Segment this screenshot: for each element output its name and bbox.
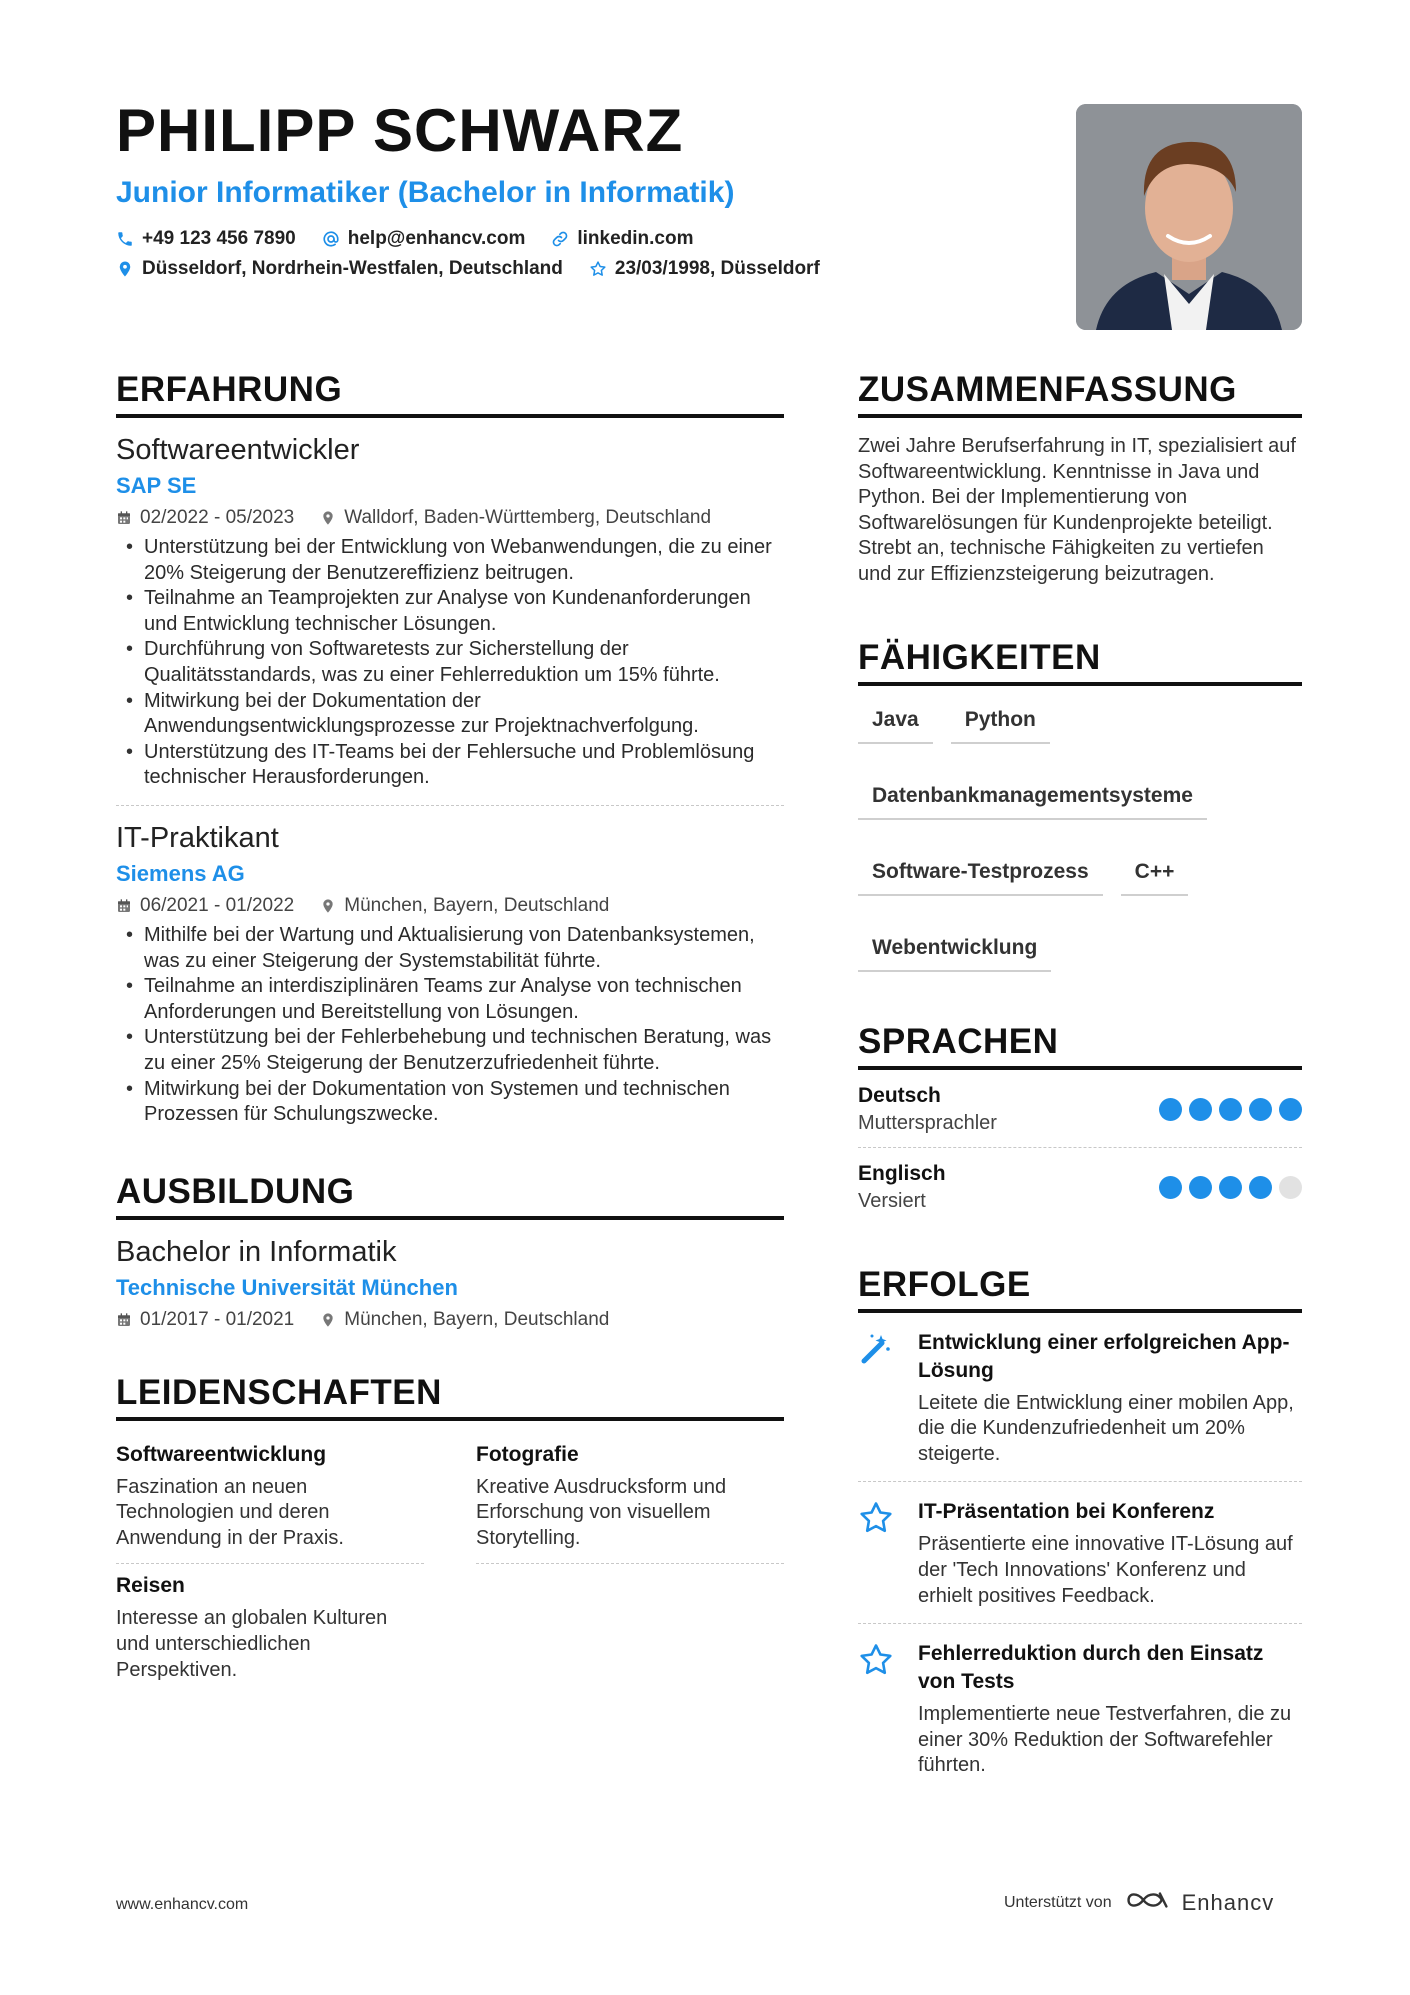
location-pin-icon [320, 1312, 336, 1328]
footer-website[interactable]: www.enhancv.com [116, 1896, 249, 1913]
summary-text: Zwei Jahre Berufserfahrung in IT, spezialisiert auf Softwareentwicklung. Kenntnisse in Java und Python. Bei der Implementierung von Softwarelösungen für Kundenprojekte beteiligt. Strebt an, technische Fähigkeiten zu vertiefen und zur Effizienzsteigerung beizutragen. [858, 435, 1296, 585]
job-bullet: • Mithilfe bei der Wartung und Aktualisierung von Datenbanksystemen, was zu einer Steigerung der Systemstabilität führte. [116, 923, 784, 974]
rating-dot [1279, 1176, 1302, 1199]
passion-item [116, 1433, 424, 1565]
education-location-text: München, Bayern, Deutschland [344, 1308, 610, 1330]
language-level: Versiert [858, 1189, 926, 1212]
language-level: Muttersprachler [858, 1111, 997, 1134]
contact-info [116, 228, 1056, 280]
location-pin-icon [320, 510, 336, 526]
passions-section [116, 1373, 784, 1696]
achievement-item [858, 1624, 1302, 1793]
calendar-icon [116, 1312, 132, 1328]
job-dates-text: 06/2021 - 01/2022 [140, 894, 295, 916]
job-location-text: München, Bayern, Deutschland [344, 894, 610, 916]
contact-linkedin[interactable] [551, 228, 693, 250]
achievement-title: Entwicklung einer erfolgreichen App-Lösung [918, 1330, 1290, 1382]
star-icon [858, 1640, 900, 1779]
achievement-text: Leitete die Entwicklung einer mobilen App, die die Kundenzufriedenheit um 20% steigerte. [918, 1391, 1294, 1465]
passion-text: Interesse an globalen Kulturen und unterschiedlichen Perspektiven. [116, 1607, 388, 1681]
language-name: Deutsch [858, 1083, 941, 1107]
skill-tag: Software-Testprozess [858, 852, 1103, 896]
skills-section [858, 638, 1302, 972]
job-bullet: • Durchführung von Softwaretests zur Sicherstellung der Qualitätsstandards, was zu einer Fehlerreduktion um 15% führte. [116, 637, 784, 688]
job-company: SAP SE [116, 473, 197, 498]
location-pin-icon [116, 260, 134, 278]
link-icon [551, 230, 569, 248]
job-bullet: • Unterstützung des IT-Teams bei der Fehlersuche und Problemlösung technischer Herausforderungen. [116, 740, 784, 791]
birth-text: 23/03/1998, Düsseldorf [614, 258, 820, 279]
achievement-text: Implementierte neue Testverfahren, die zu einer 30% Reduktion der Softwarefehler führten. [918, 1703, 1292, 1777]
job-entry [116, 806, 784, 1142]
job-location [320, 895, 609, 917]
achievement-item [858, 1313, 1302, 1483]
skill-tag: C++ [1121, 852, 1189, 896]
enhancv-logo-icon [1124, 1888, 1170, 1917]
summary-heading: ZUSAMMENFASSUNG [858, 370, 1302, 418]
education-location [320, 1309, 609, 1331]
job-bullet: • Unterstützung bei der Fehlerbehebung und technischen Beratung, was zu einer 25% Steigerung der Benutzerzufriedenheit führte. [116, 1025, 784, 1076]
language-name: Englisch [858, 1161, 946, 1185]
star-icon [858, 1498, 900, 1609]
rating-dot [1249, 1098, 1272, 1121]
language-rating [1159, 1176, 1302, 1199]
education-entry [116, 1220, 784, 1331]
location-text: Düsseldorf, Nordrhein-Westfalen, Deutschland [142, 258, 563, 279]
job-company: Siemens AG [116, 860, 245, 886]
passion-text: Faszination an neuen Technologien und deren Anwendung in der Praxis. [116, 1475, 344, 1549]
experience-section [116, 370, 784, 1142]
passion-item [476, 1433, 784, 1565]
rating-dot [1159, 1098, 1182, 1121]
education-section [116, 1172, 784, 1331]
job-bullets [116, 535, 784, 791]
achievement-title: IT-Präsentation bei Konferenz [918, 1500, 1215, 1524]
powered-by-text: Unterstützt von [1004, 1893, 1112, 1911]
passion-title: Reisen [116, 1574, 185, 1598]
summary-section [858, 370, 1302, 588]
rating-dot [1279, 1098, 1302, 1121]
language-item [858, 1070, 1302, 1148]
achievements-section [858, 1265, 1302, 1793]
job-role: Softwareentwickler [116, 434, 360, 466]
job-bullet: • Teilnahme an Teamprojekten zur Analyse von Kundenanforderungen und Entwicklung technischer Lösungen. [116, 586, 784, 637]
skills-list [858, 700, 1302, 972]
contact-location [116, 258, 563, 280]
at-icon [322, 230, 340, 248]
skills-heading: FÄHIGKEITEN [858, 638, 1302, 686]
candidate-name: PHILIPP SCHWARZ [116, 97, 684, 164]
footer-branding [1004, 1888, 1274, 1917]
passion-item [116, 1564, 424, 1695]
job-bullet: • Mitwirkung bei der Dokumentation der Anwendungsentwicklungsprozesse zur Projektnachverfolgung. [116, 689, 784, 740]
magic-wand-icon [858, 1329, 900, 1468]
degree-title: Bachelor in Informatik [116, 1235, 397, 1268]
school-name: Technische Universität München [116, 1274, 458, 1300]
contact-birth [589, 258, 820, 280]
job-bullets [116, 923, 784, 1128]
rating-dot [1219, 1176, 1242, 1199]
job-entry [116, 418, 784, 806]
star-icon [589, 260, 607, 278]
rating-dot [1159, 1176, 1182, 1199]
rating-dot [1219, 1098, 1242, 1121]
rating-dot [1189, 1176, 1212, 1199]
rating-dot [1249, 1176, 1272, 1199]
achievements-heading: ERFOLGE [858, 1265, 1302, 1313]
skill-tag: Webentwicklung [858, 928, 1051, 972]
passions-heading: LEIDENSCHAFTEN [116, 1373, 784, 1421]
right-column [858, 370, 1302, 1793]
job-dates [116, 895, 294, 917]
job-location [320, 507, 711, 529]
achievement-item [858, 1482, 1302, 1624]
passion-title: Softwareentwicklung [116, 1442, 327, 1466]
calendar-icon [116, 510, 132, 526]
skill-tag: Datenbankmanagementsysteme [858, 776, 1207, 820]
experience-heading: ERFAHRUNG [116, 370, 784, 418]
job-dates [116, 507, 294, 529]
job-bullet: • Teilnahme an interdisziplinären Teams zur Analyse von technischen Anforderungen und Bereitstellung von Lösungen. [116, 974, 784, 1025]
brand-name: Enhancv [1181, 1889, 1275, 1915]
candidate-title: Junior Informatiker (Bachelor in Informatik) [116, 176, 735, 209]
education-heading: AUSBILDUNG [116, 1172, 784, 1220]
job-dates-text: 02/2022 - 05/2023 [140, 507, 295, 528]
passion-text: Kreative Ausdrucksform und Erforschung von visuellem Storytelling. [476, 1475, 727, 1549]
job-role: IT-Praktikant [116, 821, 279, 854]
language-item [858, 1148, 1302, 1225]
resume-header [116, 98, 1056, 288]
achievement-title: Fehlerreduktion durch den Einsatz von Tests [918, 1642, 1264, 1694]
phone-icon [116, 230, 134, 248]
left-column [116, 370, 784, 1695]
job-bullet: • Mitwirkung bei der Dokumentation von Systemen und technischen Prozessen für Schulungszwecke. [116, 1077, 784, 1128]
phone-number: +49 123 456 7890 [142, 228, 296, 249]
skill-tag: Python [951, 700, 1050, 744]
location-pin-icon [320, 898, 336, 914]
education-dates-text: 01/2017 - 01/2021 [140, 1308, 295, 1330]
job-bullet: • Unterstützung bei der Entwicklung von Webanwendungen, die zu einer 20% Steigerung der Benutzereffizienz beitrugen. [116, 535, 784, 586]
contact-email[interactable] [322, 228, 526, 250]
linkedin-url: linkedin.com [577, 228, 694, 249]
contact-phone[interactable] [116, 228, 296, 250]
skill-tag: Java [858, 700, 933, 744]
job-location-text: Walldorf, Baden-Württemberg, Deutschland [344, 507, 712, 528]
calendar-icon [116, 898, 132, 914]
languages-section [858, 1022, 1302, 1225]
education-dates [116, 1309, 294, 1331]
rating-dot [1189, 1098, 1212, 1121]
email-address: help@enhancv.com [347, 228, 526, 249]
achievement-text: Präsentierte eine innovative IT-Lösung auf der 'Tech Innovations' Konferenz und erhielt positives Feedback. [918, 1533, 1293, 1607]
profile-photo [1076, 104, 1302, 330]
passion-title: Fotografie [476, 1442, 579, 1466]
languages-heading: SPRACHEN [858, 1022, 1302, 1070]
language-rating [1159, 1098, 1302, 1121]
